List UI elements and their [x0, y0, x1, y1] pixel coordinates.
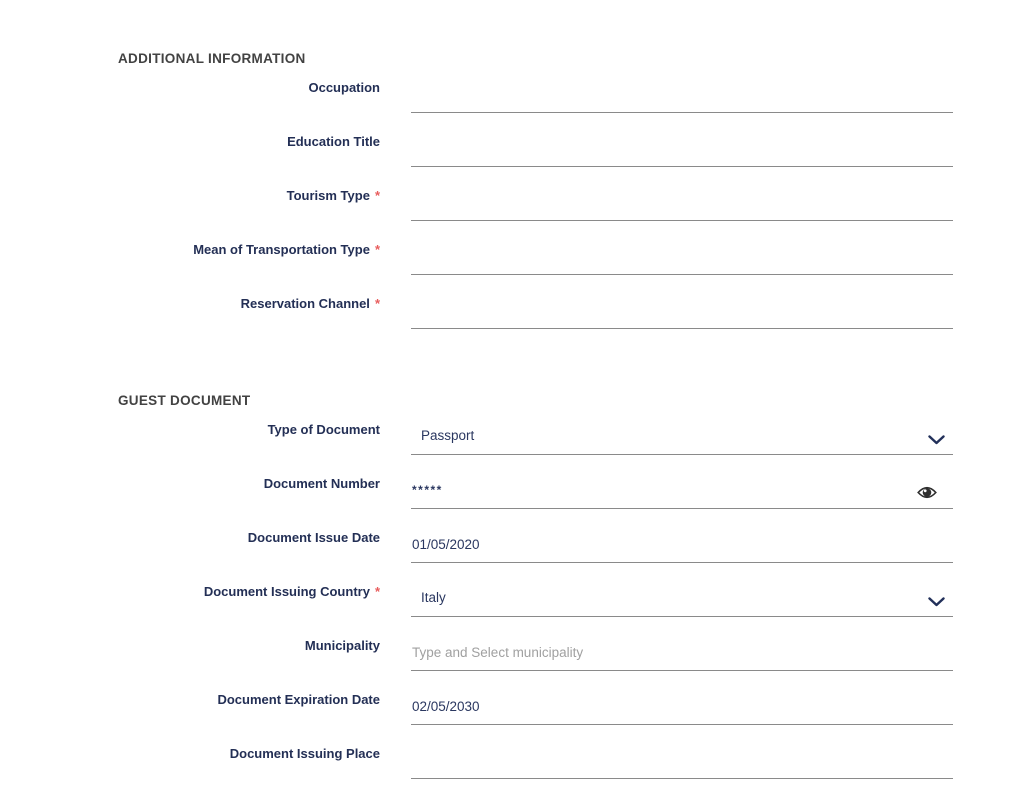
document-expiration-date-field — [411, 671, 953, 725]
mean-of-transportation-type-label — [118, 221, 380, 275]
tourism-type-label-text: Tourism Type — [286, 188, 370, 203]
document-issue-date-field — [411, 509, 953, 563]
type-of-document-select[interactable] — [411, 401, 953, 454]
tourism-type-input[interactable] — [412, 194, 952, 210]
chevron-down-icon — [928, 432, 945, 442]
type-of-document-selected-value: Passport — [421, 428, 475, 443]
document-issuing-place-input[interactable] — [412, 752, 952, 768]
mean-of-transportation-type-label-text: Mean of Transportation Type — [193, 242, 370, 257]
chevron-down-icon — [928, 594, 945, 604]
education-title-label — [118, 113, 380, 167]
document-number-label-text: Document Number — [263, 476, 380, 491]
document-expiration-date-input[interactable] — [412, 698, 952, 714]
form-row-document-issuing-place — [118, 725, 953, 779]
reservation-channel-field — [411, 275, 953, 329]
type-of-document-label-text: Type of Document — [267, 422, 380, 437]
form-row-occupation — [118, 59, 953, 113]
form-row-tourism-type — [118, 167, 953, 221]
document-number-field — [411, 455, 953, 509]
document-number-label — [118, 455, 380, 509]
required-asterisk: * — [374, 242, 380, 257]
municipality-label-text: Municipality — [304, 638, 380, 653]
form-row-document-issue-date — [118, 509, 953, 563]
education-title-label-text: Education Title — [287, 134, 380, 149]
password-visibility-toggle-button[interactable] — [917, 485, 937, 500]
occupation-input[interactable] — [412, 86, 952, 102]
occupation-label-text: Occupation — [308, 80, 380, 95]
municipality-label — [118, 617, 380, 671]
required-asterisk: * — [374, 188, 380, 203]
form-row-document-number — [118, 455, 953, 509]
document-issue-date-label-text: Document Issue Date — [247, 530, 380, 545]
document-issuing-place-label-text: Document Issuing Place — [229, 746, 380, 761]
occupation-label — [118, 59, 380, 113]
document-issuing-place-field — [411, 725, 953, 779]
document-issuing-country-label-text: Document Issuing Country — [203, 584, 370, 599]
eye-icon — [917, 485, 937, 500]
mean-of-transportation-type-field — [411, 221, 953, 275]
required-asterisk: * — [374, 584, 380, 599]
document-issue-date-label — [118, 509, 380, 563]
section-title-guest-document: GUEST DOCUMENT — [118, 393, 251, 408]
document-number-input[interactable] — [412, 482, 952, 498]
section-title-additional-information: ADDITIONAL INFORMATION — [118, 51, 306, 66]
document-issuing-country-select[interactable] — [411, 563, 953, 616]
reservation-channel-label-text: Reservation Channel — [240, 296, 370, 311]
document-expiration-date-label — [118, 671, 380, 725]
municipality-field — [411, 617, 953, 671]
document-issuing-place-label — [118, 725, 380, 779]
document-issuing-country-label — [118, 563, 380, 617]
type-of-document-field — [411, 401, 953, 455]
required-asterisk: * — [374, 296, 380, 311]
form-row-document-issuing-country — [118, 563, 953, 617]
document-expiration-date-label-text: Document Expiration Date — [217, 692, 380, 707]
mean-of-transportation-type-input[interactable] — [412, 248, 952, 264]
form-row-document-expiration-date — [118, 671, 953, 725]
tourism-type-field — [411, 167, 953, 221]
form-row-type-of-document — [118, 401, 953, 455]
form-row-municipality — [118, 617, 953, 671]
tourism-type-label — [118, 167, 380, 221]
document-issue-date-input[interactable] — [412, 536, 952, 552]
form-row-mean-of-transportation-type — [118, 221, 953, 275]
form-row-reservation-channel — [118, 275, 953, 329]
occupation-field — [411, 59, 953, 113]
section-guest-document — [118, 394, 953, 779]
education-title-input[interactable] — [412, 140, 952, 156]
municipality-input[interactable] — [412, 644, 952, 660]
reservation-channel-input[interactable] — [412, 302, 952, 318]
education-title-field — [411, 113, 953, 167]
document-issuing-country-selected-value: Italy — [421, 590, 446, 605]
section-additional-information — [118, 52, 953, 329]
form-row-education-title — [118, 113, 953, 167]
reservation-channel-label — [118, 275, 380, 329]
document-issuing-country-field — [411, 563, 953, 617]
type-of-document-label — [118, 401, 380, 455]
